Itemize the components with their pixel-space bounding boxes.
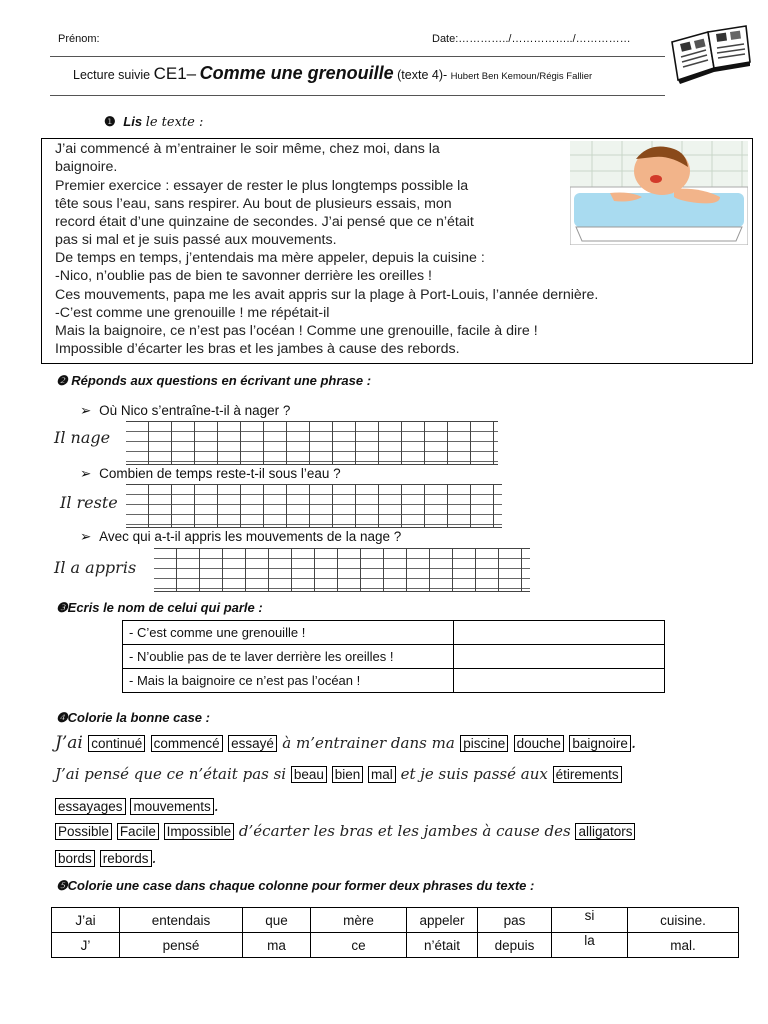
- choice-box[interactable]: baignoire: [569, 735, 631, 752]
- word-cell[interactable]: entendais: [120, 908, 243, 933]
- choice-box[interactable]: bords: [55, 850, 95, 867]
- section-2-title: ❷ Réponds aux questions en écrivant une phrase :: [56, 373, 372, 388]
- word-cell[interactable]: si: [552, 908, 628, 933]
- word-cell[interactable]: la: [552, 933, 628, 958]
- choice-box[interactable]: piscine: [460, 735, 508, 752]
- word-cell[interactable]: ma: [243, 933, 311, 958]
- prenom-label: Prénom:: [58, 33, 100, 45]
- table-row: [52, 933, 739, 958]
- word-cell[interactable]: mère: [311, 908, 407, 933]
- arrow-icon: ➢: [80, 466, 92, 481]
- section-5-title: ❺Colorie une case dans chaque colonne pour former deux phrases du texte :: [56, 878, 535, 893]
- choice-line-1: J’ai continué commencé essayé à m’entrainer dans ma piscine douche baignoire .: [55, 733, 637, 753]
- choice-box[interactable]: bien: [332, 766, 364, 783]
- speaker-answer-cell[interactable]: [454, 621, 665, 645]
- table-row: [123, 621, 665, 645]
- text-line: J’ai commencé à m’entrainer le soir même, chez moi, dans la: [55, 141, 440, 157]
- question-1: ➢ Où Nico s’entraîne-t-il à nager ?: [80, 403, 291, 418]
- choice-box[interactable]: Possible: [55, 823, 112, 840]
- choice-box[interactable]: continué: [88, 735, 145, 752]
- choice-box[interactable]: Impossible: [164, 823, 235, 840]
- speaker-answer-cell[interactable]: [454, 645, 665, 669]
- answer-2-writing-grid[interactable]: [126, 484, 502, 528]
- open-book-icon: [668, 24, 754, 84]
- choice-box[interactable]: alligators: [575, 823, 635, 840]
- table-row: [123, 645, 665, 669]
- choice-box[interactable]: mouvements: [130, 798, 213, 815]
- choice-box[interactable]: douche: [514, 735, 564, 752]
- text-line: -C’est comme une grenouille ! me répétait-il: [55, 305, 330, 321]
- choice-line-5: bords rebords .: [55, 849, 156, 867]
- word-cell[interactable]: pas: [478, 908, 552, 933]
- choice-line-3: essayages mouvements .: [55, 797, 219, 815]
- answer-1-writing-grid[interactable]: [126, 421, 498, 465]
- choice-line-4: Possible Facile Impossible d’écarter les bras et les jambes à cause des alligators: [55, 822, 635, 840]
- arrow-icon: ➢: [80, 403, 92, 418]
- word-cell[interactable]: mal.: [628, 933, 739, 958]
- choice-line-2: J’ai pensé que ce n’était pas si beau bien mal et je suis passé aux étirements: [55, 765, 622, 783]
- choice-box[interactable]: étirements: [553, 766, 622, 783]
- table-row: [123, 669, 665, 693]
- text-line: Premier exercice : essayer de rester le plus longtemps possible la: [55, 178, 469, 194]
- text-line: Mais la baignoire, ce n’est pas l’océan ! Comme une grenouille, facile à dire !: [55, 323, 538, 339]
- choice-box[interactable]: essayages: [55, 798, 126, 815]
- section-3-title: ❸Ecris le nom de celui qui parle :: [56, 600, 263, 615]
- text-line: record était d’une quinzaine de secondes. J’ai pensé que ce n’était: [55, 214, 474, 230]
- text-line: Ces mouvements, papa me les avait appris sur la plage à Port-Louis, l’année dernière.: [55, 287, 599, 303]
- speaker-table: [122, 620, 665, 693]
- word-cell[interactable]: J’: [52, 933, 120, 958]
- text-line: pas si mal et je suis passé aux mouvements.: [55, 232, 337, 248]
- choice-box[interactable]: rebords: [100, 850, 152, 867]
- word-cell[interactable]: cuisine.: [628, 908, 739, 933]
- word-cell[interactable]: depuis: [478, 933, 552, 958]
- text-line: Impossible d’écarter les bras et les jambes à cause des rebords.: [55, 341, 460, 357]
- speaker-answer-cell[interactable]: [454, 669, 665, 693]
- word-cell[interactable]: pensé: [120, 933, 243, 958]
- page-title: Lecture suivie CE1– Comme une grenouille (texte 4)- Hubert Ben Kemoun/Régis Fallier: [73, 63, 593, 83]
- header-divider-top: [50, 56, 665, 57]
- answer-2-start: Il reste: [60, 493, 118, 512]
- choice-box[interactable]: commencé: [151, 735, 223, 752]
- section-4-title: ❹Colorie la bonne case :: [56, 710, 210, 725]
- word-cell[interactable]: appeler: [407, 908, 478, 933]
- choice-box[interactable]: mal: [368, 766, 396, 783]
- quote-cell: - N’oublie pas de te laver derrière les oreilles !: [123, 645, 454, 669]
- word-cell[interactable]: que: [243, 908, 311, 933]
- header-divider-bottom: [50, 95, 665, 96]
- boy-in-bathtub-illustration: [570, 141, 748, 245]
- text-line: tête sous l’eau, sans respirer. Au bout de plusieurs essais, mon: [55, 196, 452, 212]
- quote-cell: - Mais la baignoire ce n’est pas l’océan !: [123, 669, 454, 693]
- date-label: Date:…………../……………../……………: [432, 33, 631, 45]
- question-2: ➢ Combien de temps reste-t-il sous l’eau ?: [80, 466, 341, 481]
- table-row: [52, 908, 739, 933]
- arrow-icon: ➢: [80, 529, 92, 544]
- question-3: ➢ Avec qui a-t-il appris les mouvements de la nage ?: [80, 529, 402, 544]
- choice-box[interactable]: beau: [291, 766, 327, 783]
- word-cell[interactable]: ce: [311, 933, 407, 958]
- word-columns-table: [51, 907, 739, 958]
- choice-box[interactable]: Facile: [117, 823, 159, 840]
- word-cell[interactable]: J’ai: [52, 908, 120, 933]
- answer-3-writing-grid[interactable]: [154, 548, 530, 592]
- reading-text-box: [41, 138, 753, 364]
- answer-1-start: Il nage: [54, 428, 111, 447]
- text-line: baignoire.: [55, 159, 118, 175]
- quote-cell: - C’est comme une grenouille !: [123, 621, 454, 645]
- choice-box[interactable]: essayé: [228, 735, 277, 752]
- answer-3-start: Il a appris: [54, 558, 137, 577]
- word-cell[interactable]: n’était: [407, 933, 478, 958]
- text-line: -Nico, n’oublie pas de bien te savonner derrière les oreilles !: [55, 268, 432, 284]
- text-line: De temps en temps, j’entendais ma mère appeler, depuis la cuisine :: [55, 250, 485, 266]
- section-1-title: ❶ Lis le texte :: [104, 114, 204, 130]
